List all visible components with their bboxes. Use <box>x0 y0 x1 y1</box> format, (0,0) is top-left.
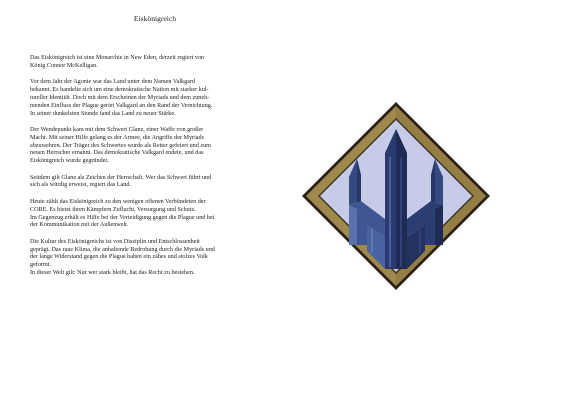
text-line: neuen Herrscher ernannt. Das demokratische Valkgard endete, und das <box>30 150 204 157</box>
paragraph-2 <box>30 79 270 118</box>
text-line: der lange Widerstand gegen die Plague haben ein zähes und stolzes Volk <box>30 254 208 261</box>
paragraph-1 <box>30 55 270 71</box>
text-line: In seiner dunkelsten Stunde fand das Land zu neuer Stärke. <box>30 110 176 117</box>
text-line: König Connor McKelligan. <box>30 62 98 69</box>
text-line: sich als würdig erweist, regiert das Land. <box>30 182 131 189</box>
text-line: Das Eiskönigreich ist eine Monarchie in New Eden, derzeit regiert von <box>30 55 205 61</box>
paragraph-4 <box>30 175 270 191</box>
text-line: Vor dem Jahr der Agonie war das Land unter dem Namen Valkgard <box>30 79 196 86</box>
text-line: tureller Identität. Doch mit dem Erscheinen der Myriads und dem zuneh- <box>30 94 210 101</box>
text-line: der Kommunikation mit der Außenwelt. <box>30 222 129 229</box>
paragraph-3 <box>30 127 270 166</box>
text-line: abzuwehren. Der Träger des Schwertes wurde als Retter gefeiert und zum <box>30 142 211 149</box>
crown-emblem-icon <box>301 101 491 291</box>
text-line: Macht. Mit seiner Hilfe gelang es der Armee, die Angriffe der Myriads <box>30 134 204 141</box>
document-body <box>30 55 270 286</box>
paragraph-6 <box>30 239 270 278</box>
text-line: Die Kultur des Eiskönigreichs ist von Disziplin und Entschlossenheit <box>30 238 200 245</box>
paragraph-5 <box>30 199 270 230</box>
text-line: geformt. <box>30 262 51 269</box>
text-line: CORE. Es bietet ihren Kämpfern Zuflucht, Versorgung und Schutz. <box>30 206 196 213</box>
text-line: Seitdem gilt Glanz als Zeichen der Herrschaft. Wer das Schwert führt und <box>30 174 212 181</box>
text-line: menden Einfluss der Plague geriet Valkgard an den Rand der Vernichtung. <box>30 102 213 109</box>
text-line: Eiskönigreich wurde gegründet. <box>30 158 109 165</box>
text-line: Heute zählt das Eiskönigreich zu den wenigen offenen Verbündeten der <box>30 198 206 205</box>
text-line: geprägt. Das raue Klima, die anhaltende Bedrohung durch die Myriads und <box>30 246 215 253</box>
page-title: Eiskönigreich <box>133 14 177 23</box>
text-line: Der Wendepunkt kam mit dem Schwert Glanz, einer Waffe von großer <box>30 126 204 133</box>
text-line: Im Gegenzug erhält es Hilfe bei der Verteidigung gegen die Plague und bei <box>30 214 215 221</box>
text-line: In dieser Welt gilt: Nur wer stark bleibt, hat das Recht zu bestehen. <box>30 270 195 277</box>
text-line: bekannt. Es handelte sich um eine demokratische Nation mit starker kul- <box>30 87 209 94</box>
